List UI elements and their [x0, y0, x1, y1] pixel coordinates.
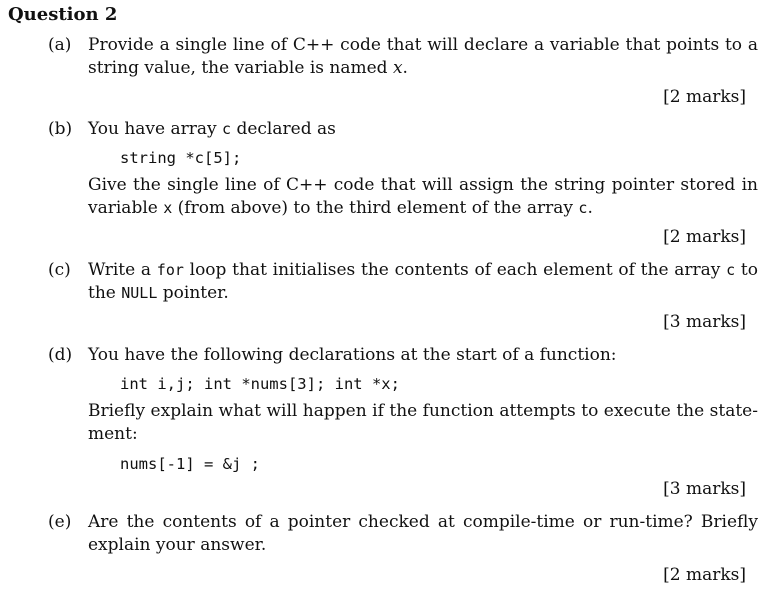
- part-a-line-2-text: string value, the variable is named: [88, 58, 393, 78]
- part-e-label: (e): [48, 512, 72, 532]
- part-c-line-1: [88, 259, 758, 282]
- part-d-code-declarations: int i,j; int *nums[3]; int *x;: [120, 375, 400, 393]
- part-c-line-1-end: to: [735, 260, 759, 280]
- part-c-for-keyword: for: [156, 261, 184, 279]
- part-a-text: [88, 34, 758, 80]
- part-b-line-3-end: .: [587, 198, 593, 218]
- part-d-label: (d): [48, 345, 73, 365]
- part-a-marks: [2 marks]: [663, 87, 746, 107]
- part-c-line-2: [88, 282, 758, 305]
- part-b-line-1-text: You have array: [88, 119, 223, 139]
- part-a-variable-name: x: [392, 58, 403, 78]
- part-a-line-1: Provide a single line of C++ code that will declare a variable that points to a: [88, 35, 758, 55]
- part-c-line-1-pre: Write a: [88, 260, 157, 280]
- part-c-line-2-end: pointer.: [157, 283, 229, 303]
- part-b-line-3-pre: variable: [88, 198, 164, 218]
- part-b-code: string *c[5];: [120, 149, 242, 167]
- part-e-line-2: explain your answer.: [88, 535, 267, 555]
- part-e-text: [88, 511, 758, 557]
- part-d-line-3: ment:: [88, 424, 138, 444]
- part-b-text: [88, 118, 758, 141]
- part-b-line-3-mid: (from above) to the third element of the array: [172, 198, 579, 218]
- part-c-null-keyword: NULL: [121, 284, 158, 302]
- part-c-line-2-pre: the: [88, 283, 122, 303]
- part-b-array-c: c: [578, 199, 588, 217]
- part-b-line-1: [88, 118, 758, 141]
- part-a-label: (a): [48, 35, 72, 55]
- part-b-text-2: [88, 174, 758, 220]
- part-a-line-2-end: .: [402, 58, 408, 78]
- part-c-line-1-mid: loop that initialises the contents of each element of the array: [183, 260, 727, 280]
- part-c-label: (c): [48, 260, 71, 280]
- part-d-line-1: You have the following declarations at the start of a function:: [88, 345, 617, 365]
- part-e-marks: [2 marks]: [663, 565, 746, 585]
- part-c-text: [88, 259, 758, 305]
- part-b-variable-x: x: [163, 199, 173, 217]
- part-d-text-2: [88, 400, 758, 446]
- part-d-code-statement: nums[-1] = &j ;: [120, 455, 260, 473]
- part-b-line-2: Give the single line of C++ code that will assign the string pointer stored in: [88, 175, 758, 195]
- part-b-array-name: c: [222, 120, 232, 138]
- part-c-array-c: c: [726, 261, 736, 279]
- part-b-line-1-end: declared as: [231, 119, 336, 139]
- part-d-text: [88, 344, 758, 367]
- part-a-line-2: [88, 57, 758, 80]
- part-c-marks: [3 marks]: [663, 312, 746, 332]
- part-d-line-2: Briefly explain what will happen if the function attempts to execute the state-: [88, 401, 758, 421]
- part-e-line-1: Are the contents of a pointer checked at compile-time or run-time? Briefly: [88, 512, 758, 532]
- part-b-label: (b): [48, 119, 73, 139]
- part-d-marks: [3 marks]: [663, 479, 746, 499]
- part-b-marks: [2 marks]: [663, 227, 746, 247]
- question-title: Question 2: [8, 4, 118, 25]
- part-b-line-3: [88, 197, 758, 220]
